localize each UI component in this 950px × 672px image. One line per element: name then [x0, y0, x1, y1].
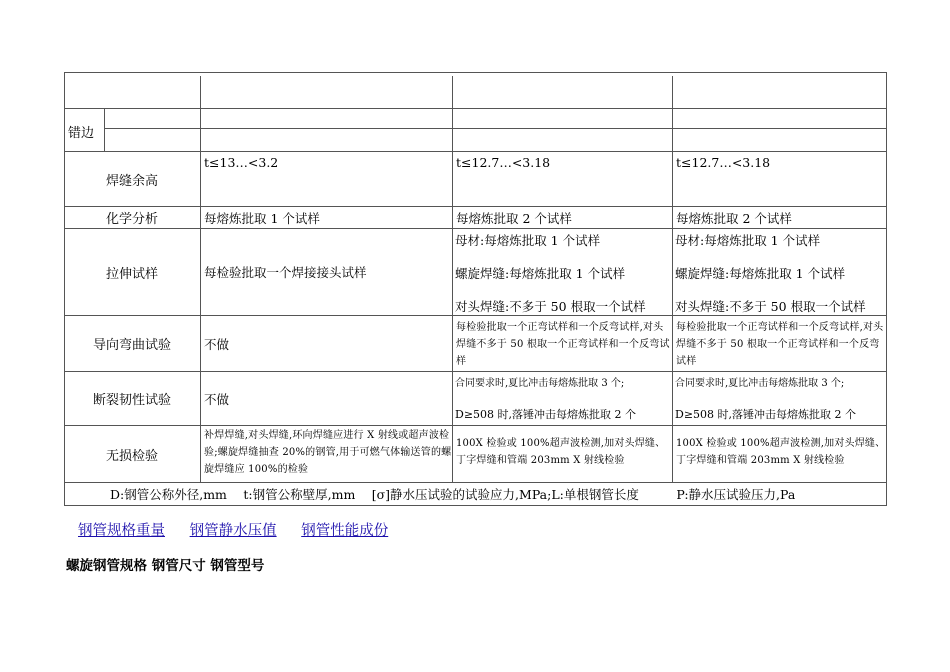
- row-label-fracture: 断裂韧性试验: [92, 393, 171, 408]
- link-pipe-hydrostatic[interactable]: 钢管静水压值: [189, 523, 277, 539]
- table-border-right: [886, 72, 887, 506]
- fracture-col1: 不做: [204, 391, 230, 407]
- ndt-col2: 100X 检验或 100%超声波检测,加对头焊缝、丁字焊缝和管端 203mm X 射线检验: [456, 438, 666, 466]
- fracture-col2-line: 合同要求时,夏比冲击每熔炼批取 3 个;: [455, 378, 625, 389]
- tensile-col2: [453, 229, 672, 315]
- weld-height-col3: t≤12.7…<3.18: [676, 155, 771, 170]
- table-border-bottom: [64, 505, 887, 506]
- link-pipe-performance[interactable]: 钢管性能成份: [301, 523, 389, 539]
- fracture-col3-line: D≥508 时,落锤冲击每熔炼批取 2 个: [675, 408, 857, 421]
- tensile-col2-line: 螺旋焊缝:每熔炼批取 1 个试样: [455, 266, 626, 281]
- link-pipe-spec-weight[interactable]: 钢管规格重量: [78, 523, 165, 539]
- row-label-misalign: 错边: [68, 126, 95, 141]
- bend-col2: 每检验批取一个正弯试样和一个反弯试样,对头焊缝不多于 50 根取一个正弯试样和一个反弯试样: [456, 322, 670, 367]
- row-label-chemical: 化学分析: [105, 212, 158, 227]
- weld-height-col2: t≤12.7…<3.18: [456, 155, 551, 170]
- fracture-col3: [673, 372, 886, 425]
- row-divider: [104, 128, 887, 129]
- table-footnote: D:钢管公称外径,mm t:钢管公称壁厚,mm [σ]静水压试验的试验应力,MPa;L:单根钢管长度 P:静水压试验压力,Pa: [110, 487, 796, 502]
- weld-height-col1: t≤13…<3.2: [204, 155, 279, 170]
- tensile-col3: [673, 229, 886, 315]
- chemical-col2: 每熔炼批取 2 个试样: [456, 210, 572, 226]
- chemical-col3: 每熔炼批取 2 个试样: [676, 210, 792, 226]
- table-border-top: [64, 72, 887, 73]
- row-divider: [64, 482, 887, 483]
- ndt-col1: 补焊焊缝,对头焊缝,环向焊缝应进行 X 射线或超声波检验;螺旋焊缝抽查 20%的钢管,用于可燃气体输送管的螺旋焊缝应 100%的检验: [204, 430, 452, 475]
- row-label-weld-height: 焊缝余高: [105, 173, 158, 189]
- fracture-col2-line: D≥508 时,落锤冲击每熔炼批取 2 个: [455, 408, 637, 421]
- row-divider: [64, 108, 887, 109]
- tensile-col3-line: 母材:每熔炼批取 1 个试样: [675, 233, 821, 248]
- related-links: [78, 519, 408, 540]
- bend-col3: 每检验批取一个正弯试样和一个反弯试样,对头焊缝不多于 50 根取一个正弯试样和一个反弯试样: [676, 322, 884, 367]
- bend-col1: 不做: [204, 336, 230, 352]
- col-divider: [104, 108, 105, 151]
- row-label-bend: 导向弯曲试验: [92, 338, 171, 353]
- tensile-col3-line: 对头焊缝:不多于 50 根取一个试样: [675, 299, 866, 314]
- tensile-col1: 每检验批取一个焊接接头试样: [204, 265, 367, 280]
- inspection-table: [64, 72, 887, 506]
- tensile-col2-line: 母材:每熔炼批取 1 个试样: [455, 233, 601, 248]
- fracture-col2: [453, 372, 672, 425]
- tensile-col3-line: 螺旋焊缝:每熔炼批取 1 个试样: [675, 266, 846, 281]
- tensile-col2-line: 对头焊缝:不多于 50 根取一个试样: [455, 299, 646, 314]
- row-label-tensile: 拉伸试样: [105, 266, 158, 282]
- fracture-col3-line: 合同要求时,夏比冲击每熔炼批取 3 个;: [675, 378, 845, 389]
- ndt-col3: 100X 检验或 100%超声波检测,加对头焊缝、丁字焊缝和管端 203mm X 射线检验: [676, 438, 886, 466]
- row-label-ndt: 无损检验: [105, 448, 158, 464]
- keywords-line: 螺旋钢管规格 钢管尺寸 钢管型号: [66, 558, 265, 574]
- chemical-col1: 每熔炼批取 1 个试样: [204, 210, 320, 226]
